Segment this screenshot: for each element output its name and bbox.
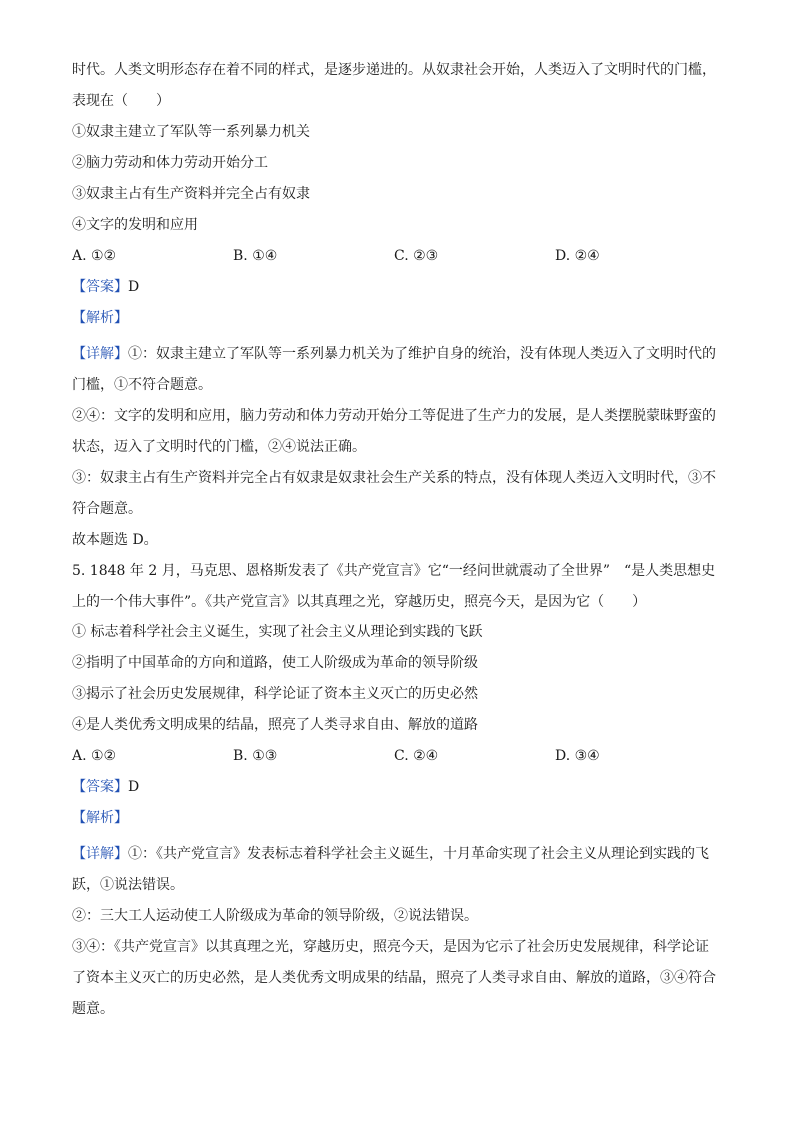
answer-value: D: [128, 279, 140, 295]
answer-tag: 【答案】: [72, 779, 128, 795]
q4-item-1: ①奴隶主建立了军队等一系列暴力机关: [72, 124, 310, 140]
analysis-tag: 【解析】: [72, 310, 128, 326]
q4-detail-2: ②④：文字的发明和应用，脑力劳动和体力劳动开始分工等促进了生产力的发展，是人类摆脱蒙昧野蛮的状态，迈入了文明时代的门槛，②④说法正确。: [72, 408, 716, 455]
q4-stem-line1: 时代。人类文明形态存在着不同的样式，是逐步递进的。从奴隶社会开始，人类迈入了文明时代的门槛，: [72, 62, 716, 78]
q5-item-1: ① 标志着科学社会主义诞生，实现了社会主义从理论到实践的飞跃: [72, 624, 483, 640]
q4-stem-line2: 表现在（ ）: [72, 93, 170, 109]
q4-option-c: C. ②③: [394, 248, 439, 264]
q5-options: [72, 746, 722, 766]
q4-item-4: ④文字的发明和应用: [72, 217, 198, 233]
q5-item-3: ③揭示了社会历史发展规律，科学论证了资本主义灭亡的历史必然: [72, 686, 478, 702]
q4-option-d: D. ②④: [555, 248, 600, 264]
q5-option-b: B. ①③: [233, 748, 278, 764]
q4-option-b: B. ①④: [233, 248, 278, 264]
q4-item-3: ③奴隶主占有生产资料并完全占有奴隶: [72, 186, 310, 202]
analysis-tag: 【解析】: [72, 810, 128, 826]
q4-answer: [72, 277, 722, 297]
q5-answer: [72, 777, 722, 797]
q4-conclusion: 故本题选 D。: [72, 532, 158, 548]
q5-detail-2: ②：三大工人运动使工人阶级成为革命的领导阶级，②说法错误。: [72, 908, 478, 924]
q5-analysis: [72, 808, 722, 828]
document-page: [72, 60, 722, 1025]
q4-option-a: A. ①②: [72, 248, 117, 264]
q5-option-c: C. ②④: [394, 748, 439, 764]
detail-tag: 【详解】: [72, 846, 128, 862]
q4-options: [72, 246, 722, 266]
q4-item-2: ②脑力劳动和体力劳动开始分工: [72, 155, 268, 171]
q5-item-2: ②指明了中国革命的方向和道路，使工人阶级成为革命的领导阶级: [72, 655, 478, 671]
q5-detail-3: ③④：《共产党宣言》以其真理之光，穿越历史，照亮今天，是因为它示了社会历史发展规律，科学论证了资本主义灭亡的历史必然，是人类优秀文明成果的结晶，照亮了人类寻求自由、解放的道路，③④符合题意。: [72, 939, 716, 1017]
q5-detail-1: 【详解】①：《共产党宣言》发表标志着科学社会主义诞生，十月革命实现了社会主义从理论到实践的飞跃，①说法错误。: [72, 846, 709, 893]
q5-option-a: A. ①②: [72, 748, 117, 764]
q5-stem: 5. 1848 年 2 月，马克思、恩格斯发表了《共产党宣言》它“一经问世就震动了全世界” “是人类思想史上的一个伟大事件”。《共产党宣言》以其真理之光，穿越历史，照亮今天，是因为它（ ）: [72, 563, 716, 610]
q5-option-d: D. ③④: [555, 748, 600, 764]
q4-detail-1: 【详解】①：奴隶主建立了军队等一系列暴力机关为了维护自身的统治，没有体现人类迈入了文明时代的门槛，①不符合题意。: [72, 346, 716, 393]
q5-item-4: ④是人类优秀文明成果的结晶，照亮了人类寻求自由、解放的道路: [72, 717, 478, 733]
answer-tag: 【答案】: [72, 279, 128, 295]
answer-value: D: [128, 779, 140, 795]
detail-tag: 【详解】: [72, 346, 128, 362]
q4-detail-3: ③：奴隶主占有生产资料并完全占有奴隶是奴隶社会生产关系的特点，没有体现人类迈入文明时代，③不符合题意。: [72, 470, 716, 517]
q4-analysis: [72, 308, 722, 328]
